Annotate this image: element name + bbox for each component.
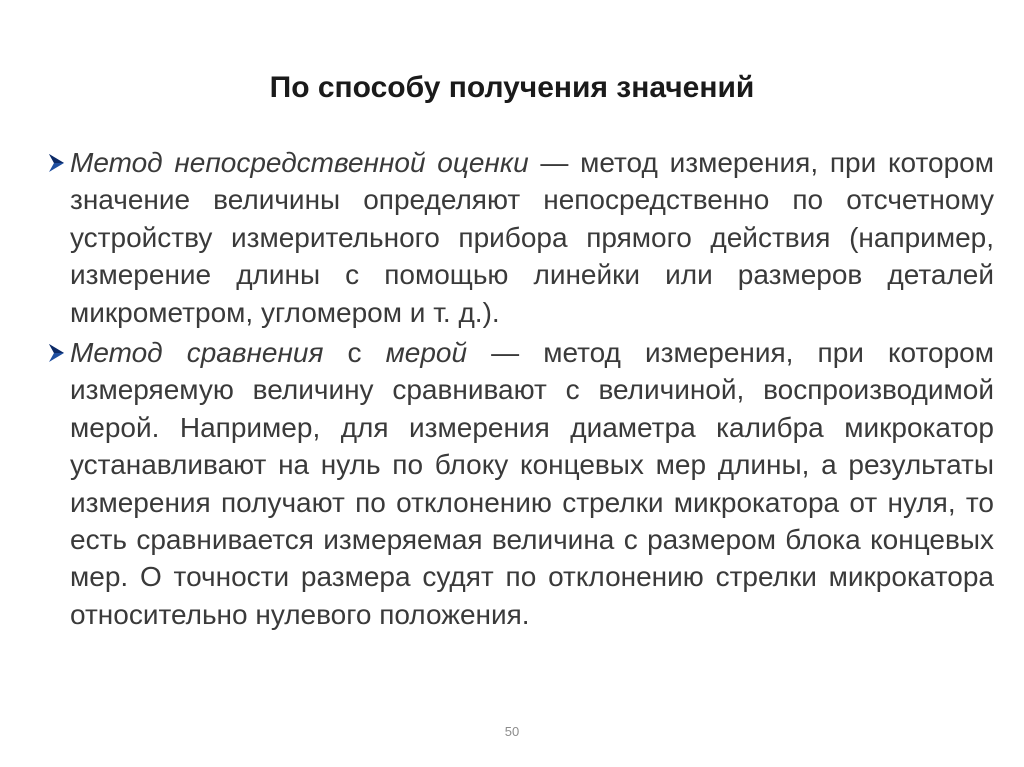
arrow-bullet-icon: [48, 153, 70, 173]
arrow-bullet-icon: [48, 343, 70, 363]
term-measure: мерой: [385, 337, 468, 369]
slide-title: По способу получения значений: [269, 71, 755, 104]
slide-body: [48, 144, 994, 636]
list-item-direct-method: [48, 144, 994, 331]
term-comparison-method: Метод сравнения: [70, 337, 324, 369]
page-number: 50: [504, 724, 520, 739]
list-item-comparison-method: [48, 334, 994, 633]
connector-text: с: [323, 337, 386, 369]
definition-direct-method: — метод измерения, при котором значение величины определяют непосредственно по отсчетному устройству измерительного прибора прямого действия (например, измерение длины с помощью линейки или размеров деталей микрометром, угломером и т. д.).: [70, 147, 994, 328]
definition-comparison-method: — метод измерения, при котором измеряемую величину сравнивают с величиной, воспроизводимой мерой. Например, для измерения диаметра калибра микрокатор устанавливают на нуль по блоку концевых мер длины, а результаты измерения получают по отклонению стрелки микрокатора от нуля, то есть сравнивается измеряемая величина с размером блока концевых мер. О точности размера судят по отклонению стрелки микрокатора относительно нулевого положения.: [70, 337, 994, 630]
term-direct-method: Метод непосредственной оценки: [70, 147, 529, 178]
